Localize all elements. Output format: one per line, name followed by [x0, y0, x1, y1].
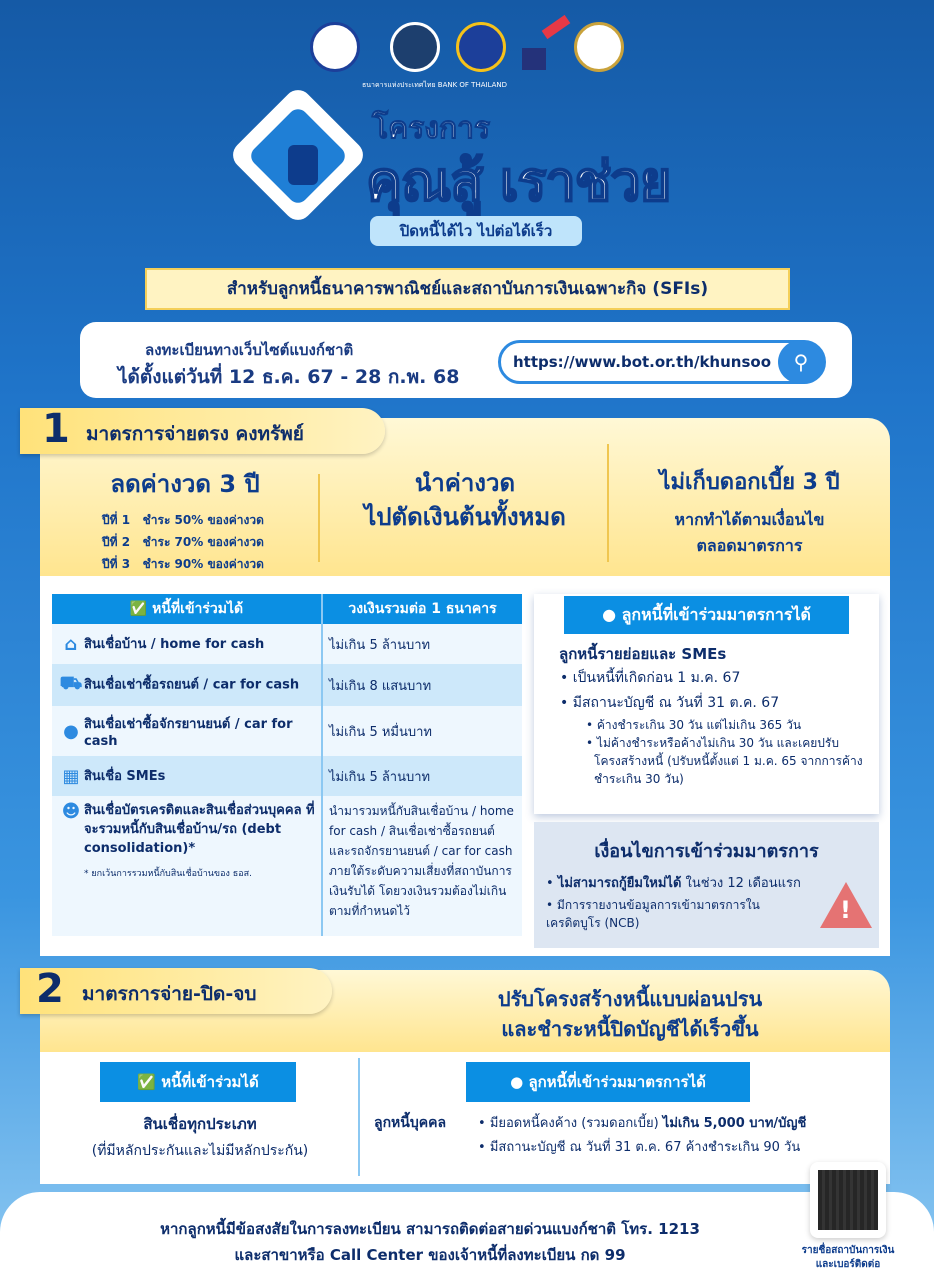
eligible-header: ● ลูกหนี้ที่เข้าร่วมมาตรการได้	[564, 596, 849, 634]
ministry-of-finance-logo	[310, 22, 360, 72]
eligible-sub-bullet: • ไม่ค้างชำระหรือค้างไม่เกิน 30 วัน และเคยปรับโครงสร้างหนี้ (ปรับหนี้ตั้งแต่ 1 ม.ค. 65 จากการค้างชำระเกิน 30 วัน)	[586, 736, 863, 786]
no-interest-column: ไม่เก็บดอกเบี้ย 3 ปี หากทำได้ตามเงื่อนไข ตลอดมาตรการ	[659, 470, 840, 555]
eligible-bullet: • มีสถานะบัญชี ณ วันที่ 31 ต.ค. 67	[560, 695, 780, 711]
divider	[318, 474, 320, 562]
qr-code[interactable]	[810, 1162, 886, 1238]
divider	[358, 1058, 360, 1176]
eligible-debtors-card	[534, 594, 879, 814]
section2-title: มาตรการจ่าย-ปิด-จบ	[82, 983, 257, 1005]
col1-title: ลดค่างวด 3 ปี	[110, 470, 260, 498]
table-row: ⌂ สินเชื่อบ้าน / home for cash ไม่เกิน 5 ล้านบาท	[52, 624, 522, 664]
registration-text: ลงทะเบียนทางเว็บไซต์แบงก์ชาติ	[145, 341, 354, 359]
shop-icon: ▦	[62, 766, 80, 787]
bank-of-thailand-caption: ธนาคารแห่งประเทศไทย BANK OF THAILAND	[362, 81, 508, 89]
house-icon: ⌂	[64, 634, 78, 655]
section2-eligible-header: ● ลูกหนี้ที่เข้าร่วมมาตรการได้	[466, 1062, 750, 1102]
section2-headline: ปรับโครงสร้างหนี้แบบผ่อนปรน และชำระหนี้ปิดบัญชีได้เร็วขึ้น	[497, 987, 763, 1041]
registration-dates: ได้ตั้งแต่วันที่ 12 ธ.ค. 67 - 28 ก.พ. 68	[118, 366, 460, 388]
project-label: โครงการ	[372, 111, 491, 146]
person-money-icon: ☻	[61, 801, 81, 822]
eligible-bullet: • เป็นหนี้ที่เกิดก่อน 1 ม.ค. 67	[560, 670, 741, 686]
conditions-title: เงื่อนไขการเข้าร่วมมาตรการ	[594, 841, 819, 862]
qr-caption: รายชื่อสถาบันการเงิน และเบอร์ติดต่อ	[801, 1245, 895, 1270]
section2-debt-header: ✅ หนี้ที่เข้าร่วมได้	[100, 1062, 296, 1102]
section1-tab	[20, 408, 385, 454]
col-header-limit: วงเงินรวมต่อ 1 ธนาคาร	[322, 594, 522, 624]
debt-table	[52, 594, 522, 936]
conditions-card: เงื่อนไขการเข้าร่วมมาตรการ • ไม่สามารถกู้ยืมใหม่ได้ ในช่วง 12 เดือนแรก • มีการรายงานข้อมูลการเข้ามาตรการในเครดิตบูโร (NCB) !	[534, 822, 879, 948]
money-bag-icon: ✅	[137, 1073, 162, 1091]
reduce-installment-column	[60, 464, 310, 575]
section1-title: มาตรการจ่ายตรง คงทรัพย์	[86, 423, 304, 445]
condition-bullet: • ไม่สามารถกู้ยืมใหม่ได้ ในช่วง 12 เดือนแรก	[546, 876, 801, 891]
section2-number: 2	[36, 966, 64, 1012]
table-row: ☻ สินเชื่อบัตรเครดิตและสินเชื่อส่วนบุคคล ที่จะรวมหนี้กับสินเชื่อบ้าน/รถ (debt consolidation)* * ยกเว้นการรวมหนี้กับสินเชื่อบ้านของ ธอส. นำมารวมหนี้กับสินเชื่อบ้าน / home for cash / สินเชื่อเช่าซื้อรถยนต์และรถจักรยานยนต์ / car for cash ภายใต้ระดับความเสี่ยงที่สถาบันการเงินรับได้ โดยวงเงินรวมต้องไม่เกินตามที่กำหนดไว้	[52, 796, 522, 936]
gfa-logo	[574, 22, 624, 72]
car-icon: ⛟	[59, 673, 83, 694]
sfi-logo	[456, 22, 506, 72]
target-banner: สำหรับลูกหนี้ธนาคารพาณิชย์และสถาบันการเงินเฉพาะกิจ (SFIs)	[145, 268, 790, 310]
section1-number: 1	[42, 406, 70, 452]
project-title: คุณสู้ เราช่วย	[366, 150, 671, 213]
year1: ปีที่ 1 ชำระ 50% ของค่างวด	[102, 513, 264, 527]
condition-bullet: • มีการรายงานข้อมูลการเข้ามาตรการในเครดิตบูโร (NCB)	[546, 898, 760, 930]
bank-of-thailand-logo	[390, 22, 440, 72]
principal-column: นำค่างวด ไปตัดเงินต้นทั้งหมด	[364, 469, 566, 531]
table-row: ⛟ สินเชื่อเช่าซื้อรถยนต์ / car for cash ไม่เกิน 8 แสนบาท	[52, 664, 522, 706]
person-icon: ●	[510, 1073, 529, 1091]
section2-eligible-group: ลูกหนี้บุคคล	[374, 1115, 447, 1131]
hands-logo-icon	[228, 100, 368, 225]
search-icon[interactable]: ⚲	[778, 340, 824, 384]
tagline: ปิดหนี้ได้ไว ไปต่อได้เร็ว	[370, 216, 582, 246]
year3: ปีที่ 3 ชำระ 90% ของค่างวด	[102, 557, 264, 571]
eligible-sub-bullet: • ค้างชำระเกิน 30 วัน แต่ไม่เกิน 365 วัน	[586, 718, 802, 732]
section2-tab	[20, 968, 332, 1014]
section2-bullets: • มียอดหนี้คงค้าง (รวมดอกเบี้ย) ไม่เกิน 5,000 บาท/บัญชี • มีสถานะบัญชี ณ วันที่ 31 ต.ค. 67 ค้างชำระเกิน 90 วัน	[478, 1116, 807, 1155]
col-header-debt: ✅ หนี้ที่เข้าร่วมได้	[52, 594, 322, 624]
eligible-group: ลูกหนี้รายย่อยและ SMEs	[559, 645, 727, 663]
year2: ปีที่ 2 ชำระ 70% ของค่างวด	[102, 535, 264, 549]
divider	[607, 444, 609, 562]
section2-debt-types: สินเชื่อทุกประเภท (ที่มีหลักประกันและไม่มีหลักประกัน)	[91, 1115, 309, 1159]
motorcycle-icon: ●	[63, 721, 79, 742]
person-icon: ●	[602, 605, 622, 624]
table-row: ▦ สินเชื่อ SMEs ไม่เกิน 5 ล้านบาท	[52, 756, 522, 796]
url-field[interactable]: https://www.bot.or.th/khunsoo	[498, 340, 826, 384]
bank-flag-logo	[520, 20, 568, 72]
footer-contact: หากลูกหนี้มีข้อสงสัยในการลงทะเบียน สามารถติดต่อสายด่วนแบงก์ชาติ โทร. 1213 และสาขาหรือ Call Center ของเจ้าหนี้ที่ลงทะเบียน กด 99	[160, 1220, 700, 1264]
table-row: ● สินเชื่อเช่าซื้อจักรยานยนต์ / car for cash ไม่เกิน 5 หมื่นบาท	[52, 706, 522, 756]
